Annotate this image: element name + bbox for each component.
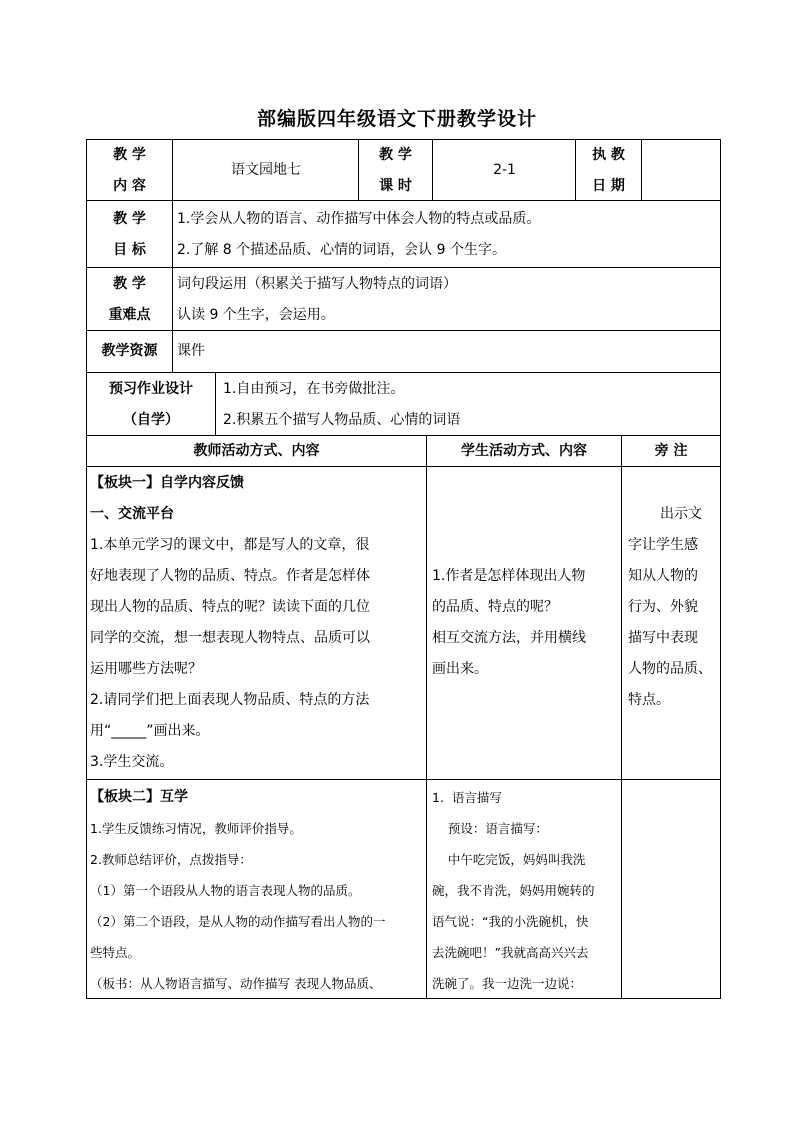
row-teaching-goals (86, 200, 721, 267)
section1-note-line: 人物的品质、 (628, 661, 712, 677)
label-goals-2: 目 标 (113, 242, 146, 258)
goal-line-2: 2.了解 8 个描述品质、心情的词语，会认 9 个生字。 (177, 242, 506, 258)
difficulty-line-2: 认读 9 个生字，会运用。 (177, 307, 335, 323)
header-notes: 旁 注 (654, 443, 688, 459)
section1-teacher-line: 用“_____”画出来。 (90, 723, 210, 739)
section1-teacher-line: 运用哪些方法呢？ (90, 661, 202, 677)
section2-student-line: 碗，我不肯洗，妈妈用婉转的 (432, 883, 595, 898)
section2-teacher-line: 2.教师总结评价，点拨指导： (90, 852, 252, 867)
label-difficulties-1: 教 学 (113, 276, 146, 292)
label-teaching-content-1: 教 学 (113, 147, 146, 163)
section1-student-line: 相互交流方法，并用横线 (432, 630, 586, 646)
label-date-1: 执 教 (592, 147, 625, 163)
label-goals-1: 教 学 (113, 211, 146, 227)
section2-teacher-line: （1）第一个语段从人物的语言表现人物的品质。 (90, 883, 361, 898)
activity-header-row (86, 435, 721, 466)
section1-note-line: 字让学生感 (628, 537, 698, 553)
page-title: 部编版四年级语文下册教学设计 (256, 108, 537, 130)
section2-student-line: 语气说：“我的小洗碗机，快 (432, 914, 589, 929)
section1-teacher-line: 现出人物的品质、特点的呢？读读下面的几位 (90, 599, 370, 615)
section1-heading: 【板块一】自学内容反馈 (90, 475, 244, 491)
homework-line-2: 2.积累五个描写人物品质、心情的词语 (223, 412, 461, 428)
section1-teacher-line: 3.学生交流。 (90, 754, 174, 770)
table-bottom-border (86, 998, 721, 999)
section2-student-line: 预设：语言描写： (432, 821, 548, 836)
label-class-period-2: 课 时 (379, 178, 412, 194)
goal-line-1: 1.学会从人物的语言、动作描写中体会人物的特点或品质。 (177, 211, 541, 227)
section2-student-line: 1. 语言描写 (432, 790, 502, 805)
section1-teacher-line: 同学的交流，想一想表现人物特点、品质可以 (90, 630, 370, 646)
section1-note-line: 知从人物的 (628, 568, 698, 584)
row-key-difficulties (86, 267, 721, 330)
section-mutual-study (86, 779, 721, 998)
class-period-value: 2-1 (493, 162, 516, 178)
row-teaching-content (86, 139, 721, 200)
label-homework-2: （自学） (123, 412, 179, 428)
resources-value: 课件 (177, 343, 205, 359)
section1-subheading: 一、交流平台 (90, 506, 174, 522)
section2-teacher-line: 1.学生反馈练习情况，教师评价指导。 (90, 821, 302, 836)
lesson-title: 语文园地七 (231, 162, 301, 178)
label-resources: 教学资源 (101, 343, 158, 359)
section1-student-line: 画出来。 (432, 661, 488, 677)
row-resources (86, 330, 721, 372)
section2-student-line: 去洗碗吧！”我就高高兴兴去 (432, 945, 589, 960)
header-teacher: 教师活动方式、内容 (193, 443, 320, 459)
section2-teacher-line: （2）第二个语段，是从人物的动作描写看出人物的一 (90, 914, 386, 929)
section1-teacher-line: 1.本单元学习的课文中，都是写人的文章，很 (90, 537, 370, 553)
section-self-study (86, 466, 721, 779)
section1-note-line: 出示文 (660, 506, 702, 522)
section1-note-line: 行为、外貌 (628, 599, 698, 615)
section1-student-line: 1.作者是怎样体现出人物 (432, 568, 586, 584)
label-class-period-1: 教 学 (379, 147, 412, 163)
section2-student-line: 中午吃完饭，妈妈叫我洗 (432, 852, 586, 867)
section1-note-line: 特点。 (628, 692, 670, 708)
section2-heading: 【板块二】互学 (90, 789, 188, 805)
section1-teacher-line: 2.请同学们把上面表现人物品质、特点的方法 (90, 692, 370, 708)
difficulty-line-1: 词句段运用（积累关于描写人物特点的词语） (177, 276, 457, 292)
section2-teacher-line: （板书：从人物语言描写、动作描写 表现人物品质、 (90, 976, 382, 991)
section2-student-line: 洗碗了。我一边洗一边说： (432, 976, 583, 991)
header-student: 学生活动方式、内容 (461, 443, 587, 459)
section2-teacher-line: 些特点。 (90, 945, 141, 960)
homework-line-1: 1.自由预习，在书旁做批注。 (223, 381, 405, 397)
row-preview-homework (86, 372, 721, 435)
label-homework-1: 预习作业设计 (109, 381, 193, 397)
label-teaching-content-2: 内 容 (113, 178, 146, 194)
section1-teacher-line: 好地表现了人物的品质、特点。作者是怎样体 (90, 568, 370, 584)
label-date-2: 日 期 (592, 178, 625, 194)
section1-note-line: 描写中表现 (628, 630, 698, 646)
label-difficulties-2: 重难点 (108, 307, 151, 323)
section1-student-line: 的品质、特点的呢？ (432, 599, 558, 615)
